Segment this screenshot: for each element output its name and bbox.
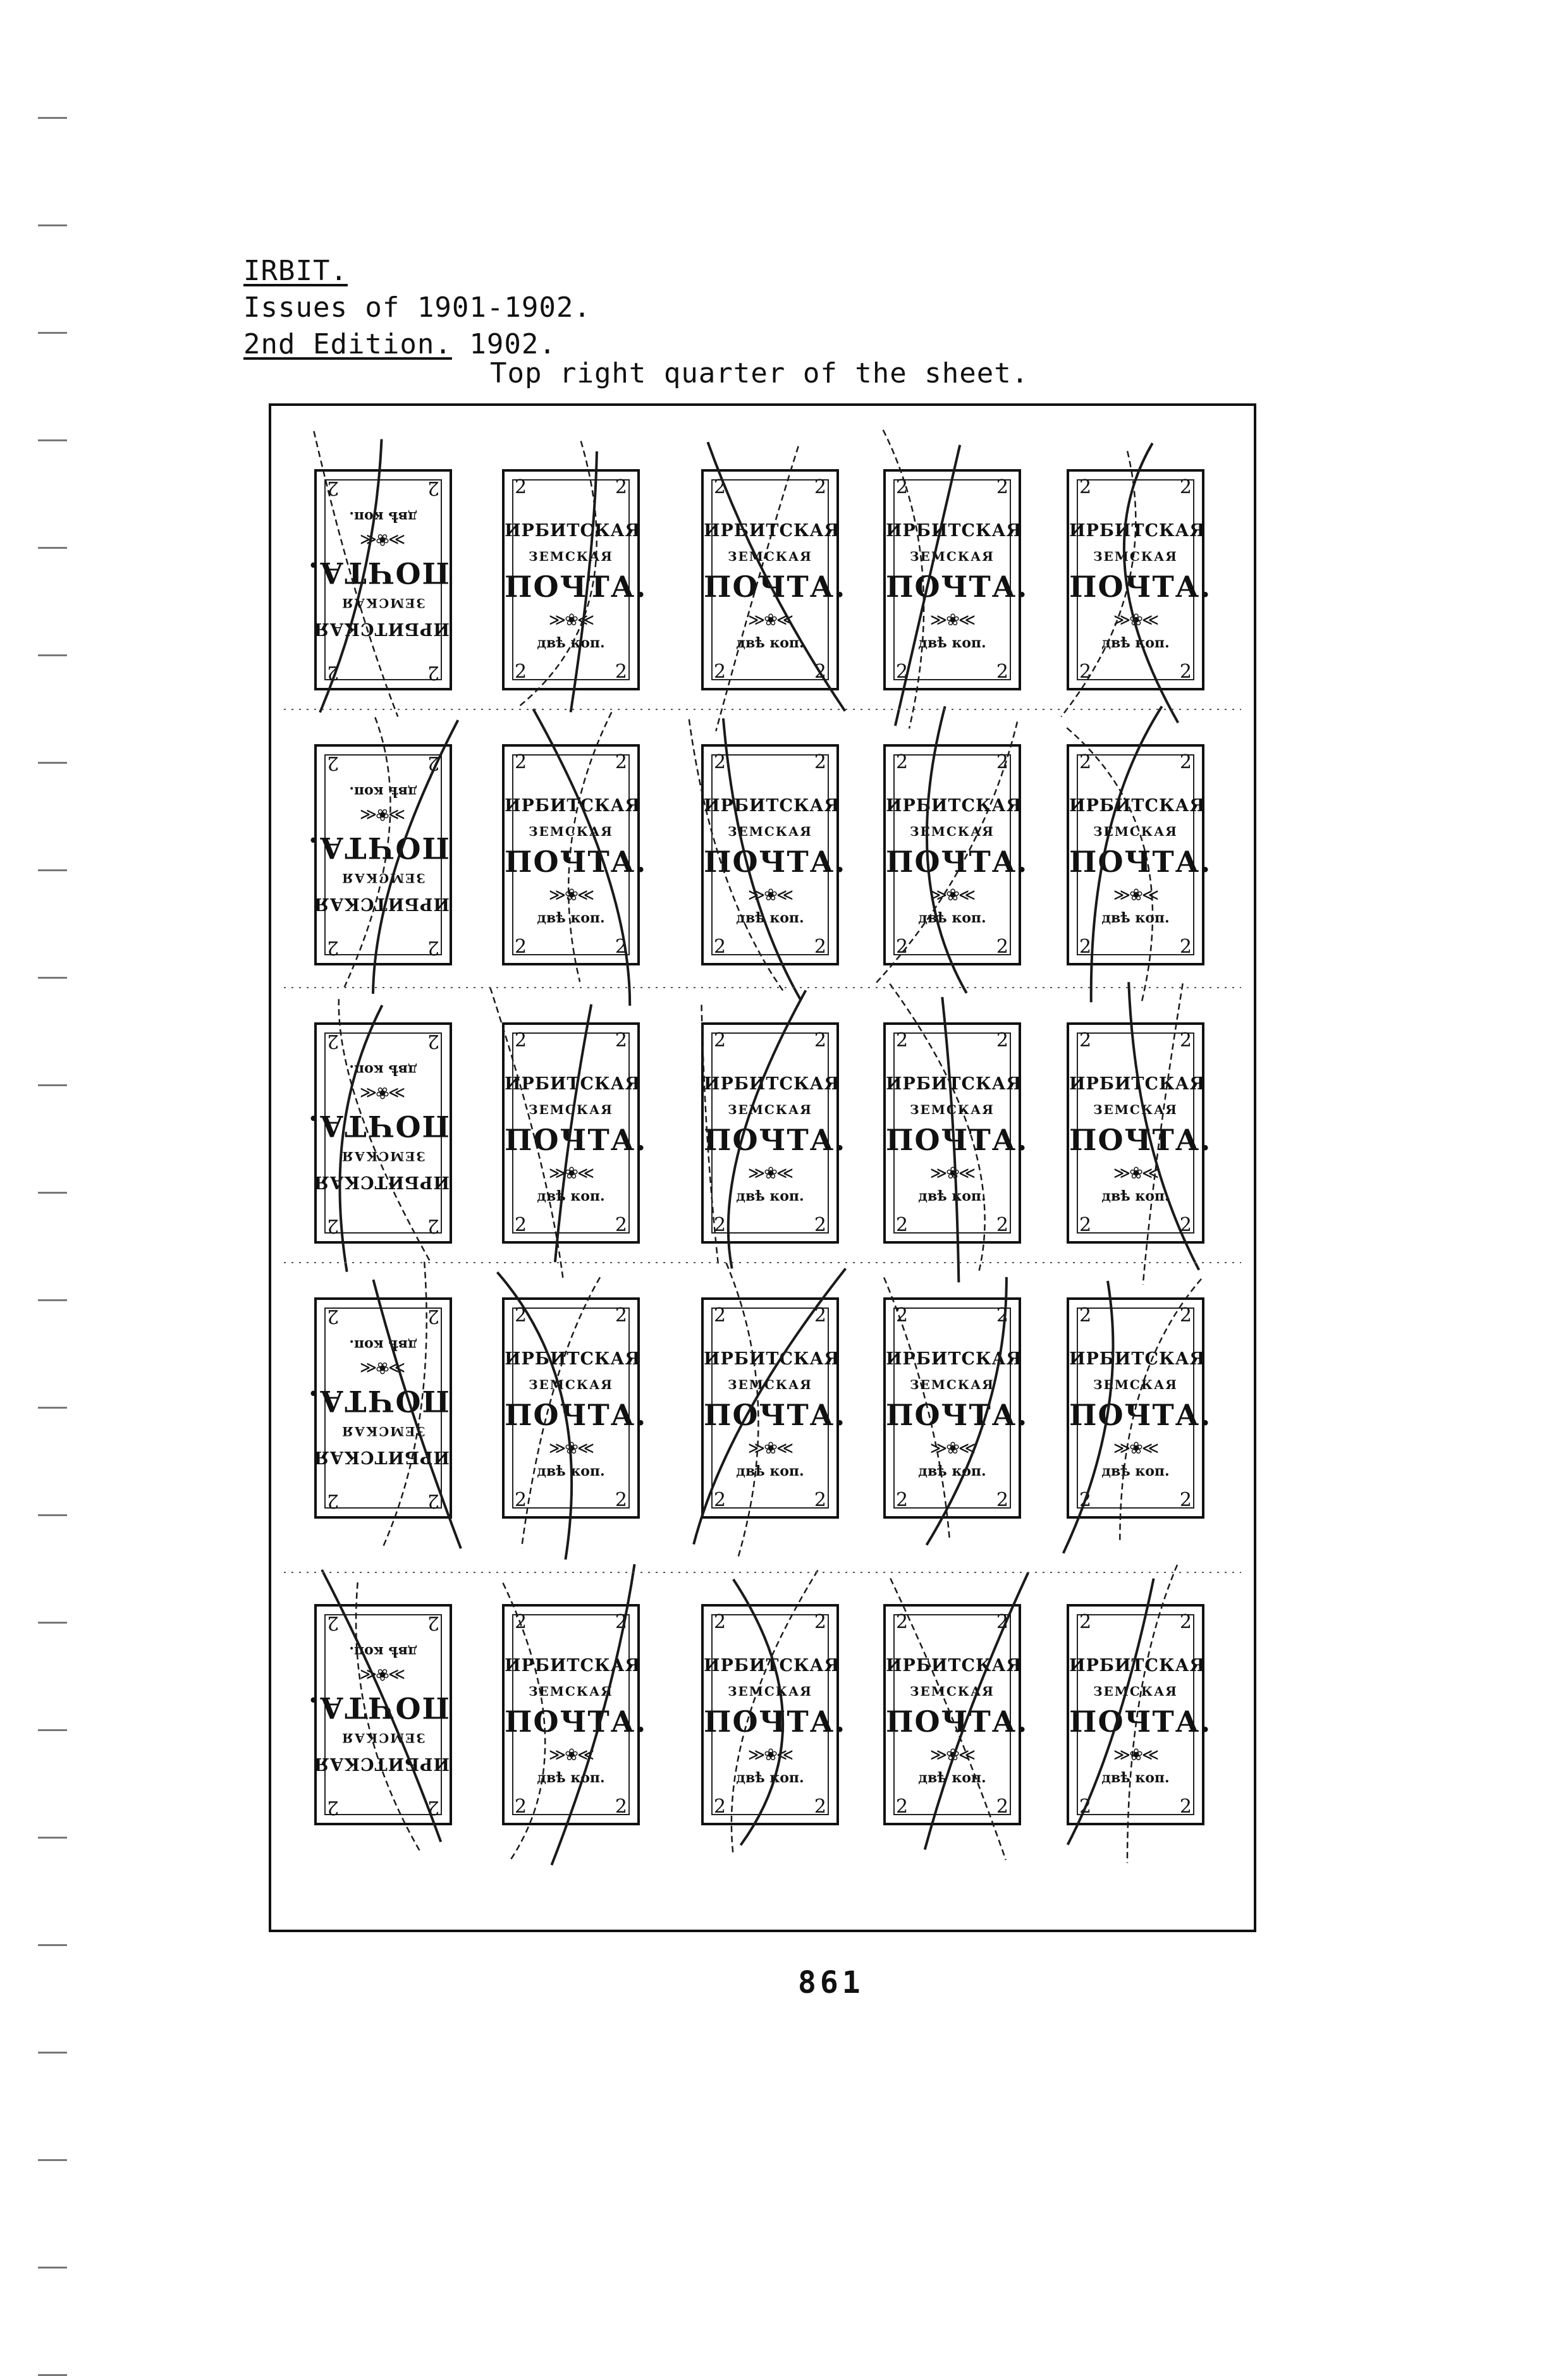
binder-tick bbox=[38, 1944, 67, 1946]
stamp-value-corner: 2 bbox=[427, 1490, 439, 1512]
stamp-value-corner: 2 bbox=[427, 1030, 439, 1052]
stamp-value-corner: 2 bbox=[996, 751, 1008, 773]
stamp-ornament: ≫❀≪ bbox=[1113, 1746, 1158, 1765]
binder-tick bbox=[38, 2052, 67, 2054]
stamp-ornament: ≫❀≪ bbox=[360, 530, 406, 549]
binder-tick bbox=[38, 1192, 67, 1194]
stamp-line-2: ЗЕМСКАЯ bbox=[529, 1684, 613, 1699]
stamp-value-corner: 2 bbox=[814, 476, 826, 498]
heading-edition-label: 2nd Edition. bbox=[243, 328, 452, 360]
stamp-line-2: ЗЕМСКАЯ bbox=[529, 1377, 613, 1392]
stamp bbox=[701, 1604, 847, 1825]
stamp-ornament: ≫❀≪ bbox=[548, 611, 594, 630]
stamp-value-corner: 2 bbox=[1179, 936, 1192, 958]
sheet-caption: Top right quarter of the sheet. bbox=[490, 357, 1029, 389]
stamp-line-4: двѣ коп. bbox=[349, 1062, 417, 1078]
stamp-line-4: двѣ коп. bbox=[1101, 910, 1170, 926]
stamp-value-corner: 2 bbox=[615, 1214, 627, 1236]
heading-issues: Issues of 1901-1902. bbox=[243, 291, 591, 324]
stamp-ornament: ≫❀≪ bbox=[1113, 886, 1158, 905]
stamp-value-corner: 2 bbox=[896, 1214, 909, 1236]
stamp-value-corner: 2 bbox=[996, 1489, 1008, 1511]
stamp-ornament: ≫❀≪ bbox=[360, 1083, 406, 1102]
stamp-value-corner: 2 bbox=[814, 1304, 826, 1326]
stamp-value-corner: 2 bbox=[615, 936, 627, 958]
stamp-line-4: двѣ коп. bbox=[1101, 1188, 1170, 1204]
stamp-value-corner: 2 bbox=[515, 1489, 527, 1511]
page-heading bbox=[243, 253, 591, 363]
stamp-line-3: ПОЧТА. bbox=[505, 570, 647, 604]
stamp-value-corner: 2 bbox=[996, 1029, 1008, 1051]
stamp-value-corner: 2 bbox=[1179, 661, 1192, 683]
stamp-value-corner: 2 bbox=[327, 1305, 340, 1327]
stamp-value-corner: 2 bbox=[515, 1611, 527, 1633]
stamp-ornament: ≫❀≪ bbox=[360, 1665, 406, 1684]
stamp-value-corner: 2 bbox=[427, 1305, 439, 1327]
stamp-line-3: ПОЧТА. bbox=[307, 556, 450, 590]
stamp-line-4: двѣ коп. bbox=[736, 1770, 804, 1786]
stamp-value-corner: 2 bbox=[1179, 1796, 1192, 1818]
stamp-ornament: ≫❀≪ bbox=[929, 1164, 975, 1183]
stamp-line-4: двѣ коп. bbox=[349, 508, 417, 525]
stamp-value-corner: 2 bbox=[515, 661, 527, 683]
binder-tick bbox=[38, 1837, 67, 1839]
stamp-ornament: ≫❀≪ bbox=[360, 805, 406, 824]
stamp-line-2: ЗЕМСКАЯ bbox=[1093, 1684, 1178, 1699]
stamp-value-corner: 2 bbox=[896, 476, 909, 498]
stamp-value-corner: 2 bbox=[996, 661, 1008, 683]
stamp-ornament: ≫❀≪ bbox=[747, 1439, 793, 1458]
stamp-ornament: ≫❀≪ bbox=[548, 1164, 594, 1183]
stamp-value-corner: 2 bbox=[1079, 1304, 1092, 1326]
stamp-value-corner: 2 bbox=[996, 936, 1008, 958]
stamp-line-4: двѣ коп. bbox=[537, 1463, 605, 1479]
stamp-line-1: ИРБИТСКАЯ bbox=[505, 796, 641, 816]
stamp-line-1: ИРБИТСКАЯ bbox=[886, 521, 1022, 541]
stamp-line-3: ПОЧТА. bbox=[886, 1705, 1029, 1739]
stamp-value-corner: 2 bbox=[327, 661, 340, 683]
stamp-value-corner: 2 bbox=[996, 1796, 1008, 1818]
stamp-line-3: ПОЧТА. bbox=[1069, 1398, 1212, 1432]
stamp-value-corner: 2 bbox=[714, 661, 726, 683]
stamp-value-corner: 2 bbox=[1079, 1796, 1092, 1818]
stamp-value-corner: 2 bbox=[996, 476, 1008, 498]
binder-tick bbox=[38, 1622, 67, 1624]
stamp-line-3: ПОЧТА. bbox=[704, 1123, 847, 1157]
heading-edition-year: 1902. bbox=[451, 328, 556, 360]
stamp-line-4: двѣ коп. bbox=[918, 1770, 986, 1786]
stamp-line-2: ЗЕМСКАЯ bbox=[341, 871, 426, 886]
binder-tick bbox=[38, 1514, 67, 1516]
stamp-line-1: ИРБИТСКАЯ bbox=[1069, 1349, 1206, 1369]
stamp-line-1: ИРБИТСКАЯ bbox=[313, 619, 450, 639]
stamp-ornament: ≫❀≪ bbox=[747, 886, 793, 905]
stamp-line-2: ЗЕМСКАЯ bbox=[728, 1684, 812, 1699]
stamp-line-2: ЗЕМСКАЯ bbox=[910, 1684, 995, 1699]
stamp-line-2: ЗЕМСКАЯ bbox=[910, 1102, 995, 1117]
stamp-ornament: ≫❀≪ bbox=[747, 1164, 793, 1183]
stamp-value-corner: 2 bbox=[615, 1304, 627, 1326]
stamp-line-1: ИРБИТСКАЯ bbox=[1069, 796, 1206, 816]
stamp-line-4: двѣ коп. bbox=[537, 1188, 605, 1204]
stamp-line-2: ЗЕМСКАЯ bbox=[728, 1377, 812, 1392]
stamp-line-1: ИРБИТСКАЯ bbox=[505, 1074, 641, 1094]
stamp-value-corner: 2 bbox=[1179, 751, 1192, 773]
stamp-value-corner: 2 bbox=[427, 661, 439, 683]
stamp-value-corner: 2 bbox=[427, 752, 439, 774]
stamp-value-corner: 2 bbox=[515, 1029, 527, 1051]
stamp-line-1: ИРБИТСКАЯ bbox=[505, 1349, 641, 1369]
stamp-line-2: ЗЕМСКАЯ bbox=[1093, 549, 1178, 564]
stamp-value-corner: 2 bbox=[327, 752, 340, 774]
stamp bbox=[1067, 469, 1212, 690]
stamp-line-1: ИРБИТСКАЯ bbox=[505, 1656, 641, 1675]
stamp-value-corner: 2 bbox=[814, 661, 826, 683]
stamp-line-1: ИРБИТСКАЯ bbox=[704, 1656, 840, 1675]
stamp-value-corner: 2 bbox=[1079, 936, 1092, 958]
stamp-value-corner: 2 bbox=[714, 1029, 726, 1051]
stamp-line-2: ЗЕМСКАЯ bbox=[341, 1149, 426, 1164]
stamp-line-3: ПОЧТА. bbox=[1069, 845, 1212, 879]
stamp-ornament: ≫❀≪ bbox=[548, 886, 594, 905]
stamp-value-corner: 2 bbox=[1179, 476, 1192, 498]
stamp-sheet-scan bbox=[269, 403, 1256, 1932]
binder-tick bbox=[38, 332, 67, 334]
stamp-value-corner: 2 bbox=[1079, 661, 1092, 683]
stamp-ornament: ≫❀≪ bbox=[929, 611, 975, 630]
stamp-value-corner: 2 bbox=[515, 936, 527, 958]
stamp-value-corner: 2 bbox=[714, 751, 726, 773]
stamp bbox=[1067, 1604, 1212, 1825]
stamp-line-4: двѣ коп. bbox=[918, 1463, 986, 1479]
stamp-line-2: ЗЕМСКАЯ bbox=[728, 1102, 812, 1117]
binder-tick bbox=[38, 547, 67, 549]
stamp-line-3: ПОЧТА. bbox=[505, 845, 647, 879]
stamp-line-4: двѣ коп. bbox=[1101, 1770, 1170, 1786]
stamp-line-2: ЗЕМСКАЯ bbox=[529, 824, 613, 839]
stamp-value-corner: 2 bbox=[1079, 1214, 1092, 1236]
stamp-line-1: ИРБИТСКАЯ bbox=[704, 796, 840, 816]
stamp-ornament: ≫❀≪ bbox=[548, 1746, 594, 1765]
stamp-value-corner: 2 bbox=[896, 661, 909, 683]
stamp-value-corner: 2 bbox=[714, 936, 726, 958]
stamp bbox=[502, 469, 647, 690]
binder-tick bbox=[38, 439, 67, 441]
stamp-value-corner: 2 bbox=[427, 1215, 439, 1237]
stamp-line-3: ПОЧТА. bbox=[886, 1123, 1029, 1157]
stamp-line-3: ПОЧТА. bbox=[704, 1705, 847, 1739]
stamp-value-corner: 2 bbox=[814, 1029, 826, 1051]
stamp-value-corner: 2 bbox=[1079, 476, 1092, 498]
stamp-value-corner: 2 bbox=[327, 1612, 340, 1634]
stamp-value-corner: 2 bbox=[714, 1489, 726, 1511]
stamp-line-4: двѣ коп. bbox=[736, 635, 804, 651]
stamp-value-corner: 2 bbox=[1079, 1029, 1092, 1051]
stamp-line-3: ПОЧТА. bbox=[307, 1691, 450, 1725]
stamp-line-4: двѣ коп. bbox=[349, 1337, 417, 1353]
stamp-value-corner: 2 bbox=[714, 476, 726, 498]
stamp-value-corner: 2 bbox=[515, 751, 527, 773]
binder-tick bbox=[38, 762, 67, 764]
stamp-value-corner: 2 bbox=[896, 936, 909, 958]
stamp-line-3: ПОЧТА. bbox=[307, 1109, 450, 1143]
stamp-value-corner: 2 bbox=[515, 476, 527, 498]
stamp-line-2: ЗЕМСКАЯ bbox=[728, 549, 812, 564]
stamp-line-4: двѣ коп. bbox=[918, 1188, 986, 1204]
stamp-value-corner: 2 bbox=[896, 751, 909, 773]
stamp-value-corner: 2 bbox=[1079, 1611, 1092, 1633]
stamp-line-4: двѣ коп. bbox=[537, 910, 605, 926]
stamp-line-3: ПОЧТА. bbox=[1069, 570, 1212, 604]
stamp-value-corner: 2 bbox=[427, 1612, 439, 1634]
stamp-value-corner: 2 bbox=[896, 1304, 909, 1326]
stamp bbox=[307, 1022, 452, 1244]
stamp bbox=[1067, 744, 1212, 965]
stamp-ornament: ≫❀≪ bbox=[747, 611, 793, 630]
stamp-line-1: ИРБИТСКАЯ bbox=[1069, 1656, 1206, 1675]
stamp-line-4: двѣ коп. bbox=[349, 1643, 417, 1660]
stamp-value-corner: 2 bbox=[814, 1796, 826, 1818]
stamp-line-3: ПОЧТА. bbox=[307, 831, 450, 865]
stamp-line-4: двѣ коп. bbox=[736, 1188, 804, 1204]
stamp bbox=[883, 1297, 1029, 1519]
stamp-line-3: ПОЧТА. bbox=[704, 1398, 847, 1432]
stamp-ornament: ≫❀≪ bbox=[548, 1439, 594, 1458]
stamp-line-3: ПОЧТА. bbox=[886, 1398, 1029, 1432]
stamp-line-1: ИРБИТСКАЯ bbox=[704, 1349, 840, 1369]
stamp-value-corner: 2 bbox=[327, 477, 340, 499]
stamp-line-3: ПОЧТА. bbox=[505, 1123, 647, 1157]
stamp-ornament: ≫❀≪ bbox=[929, 1439, 975, 1458]
stamp bbox=[883, 1604, 1029, 1825]
stamp-value-corner: 2 bbox=[714, 1214, 726, 1236]
stamp-line-3: ПОЧТА. bbox=[505, 1705, 647, 1739]
stamp-value-corner: 2 bbox=[814, 1489, 826, 1511]
binder-tick bbox=[38, 1299, 67, 1301]
stamp-ornament: ≫❀≪ bbox=[1113, 611, 1158, 630]
binder-tick bbox=[38, 1729, 67, 1731]
stamp-line-1: ИРБИТСКАЯ bbox=[886, 1074, 1022, 1094]
stamp-value-corner: 2 bbox=[1079, 1489, 1092, 1511]
stamp-line-1: ИРБИТСКАЯ bbox=[886, 1349, 1022, 1369]
stamp-line-1: ИРБИТСКАЯ bbox=[313, 1447, 450, 1467]
stamp-value-corner: 2 bbox=[615, 1489, 627, 1511]
stamp-line-3: ПОЧТА. bbox=[307, 1384, 450, 1418]
stamp-line-2: ЗЕМСКАЯ bbox=[1093, 824, 1178, 839]
binder-tick bbox=[38, 117, 67, 119]
stamp-line-3: ПОЧТА. bbox=[704, 845, 847, 879]
stamp-value-corner: 2 bbox=[714, 1611, 726, 1633]
stamp-line-2: ЗЕМСКАЯ bbox=[1093, 1377, 1178, 1392]
page-number: 861 bbox=[798, 1965, 864, 2000]
stamp-ornament: ≫❀≪ bbox=[747, 1746, 793, 1765]
stamp-line-3: ПОЧТА. bbox=[505, 1398, 647, 1432]
stamp-ornament: ≫❀≪ bbox=[1113, 1439, 1158, 1458]
stamp-value-corner: 2 bbox=[615, 1029, 627, 1051]
stamp bbox=[883, 469, 1029, 690]
stamp bbox=[307, 1604, 452, 1825]
stamp-value-corner: 2 bbox=[896, 1029, 909, 1051]
stamp-value-corner: 2 bbox=[814, 1611, 826, 1633]
stamp-line-2: ЗЕМСКАЯ bbox=[529, 1102, 613, 1117]
stamp-value-corner: 2 bbox=[327, 1215, 340, 1237]
binder-tick bbox=[38, 869, 67, 871]
stamp-line-1: ИРБИТСКАЯ bbox=[313, 1754, 450, 1773]
stamp-line-2: ЗЕМСКАЯ bbox=[910, 549, 995, 564]
stamp bbox=[1067, 1297, 1212, 1519]
stamp-value-corner: 2 bbox=[896, 1489, 909, 1511]
stamp bbox=[701, 744, 847, 965]
stamp bbox=[883, 744, 1029, 965]
stamp-line-4: двѣ коп. bbox=[918, 910, 986, 926]
stamp-value-corner: 2 bbox=[615, 476, 627, 498]
stamp-value-corner: 2 bbox=[615, 1611, 627, 1633]
stamp-line-3: ПОЧТА. bbox=[704, 570, 847, 604]
stamp-value-corner: 2 bbox=[814, 936, 826, 958]
stamp-line-4: двѣ коп. bbox=[1101, 1463, 1170, 1479]
stamp-line-3: ПОЧТА. bbox=[886, 845, 1029, 879]
stamp-line-1: ИРБИТСКАЯ bbox=[1069, 1074, 1206, 1094]
stamp-line-2: ЗЕМСКАЯ bbox=[910, 1377, 995, 1392]
stamp-line-1: ИРБИТСКАЯ bbox=[313, 894, 450, 914]
stamp bbox=[1067, 1022, 1212, 1244]
stamp-ornament: ≫❀≪ bbox=[360, 1358, 406, 1377]
stamp-value-corner: 2 bbox=[327, 1490, 340, 1512]
binder-tick bbox=[38, 977, 67, 979]
stamp-line-3: ПОЧТА. bbox=[1069, 1705, 1212, 1739]
stamp-value-corner: 2 bbox=[1179, 1611, 1192, 1633]
stamp-value-corner: 2 bbox=[427, 1796, 439, 1818]
stamp-value-corner: 2 bbox=[427, 477, 439, 499]
stamp bbox=[307, 469, 452, 690]
stamp-line-2: ЗЕМСКАЯ bbox=[529, 549, 613, 564]
stamp-value-corner: 2 bbox=[1179, 1304, 1192, 1326]
stamp-line-4: двѣ коп. bbox=[537, 1770, 605, 1786]
stamp-line-3: ПОЧТА. bbox=[886, 570, 1029, 604]
stamp bbox=[883, 1022, 1029, 1244]
stamp-value-corner: 2 bbox=[1179, 1029, 1192, 1051]
stamp-line-4: двѣ коп. bbox=[1101, 635, 1170, 651]
stamp-line-2: ЗЕМСКАЯ bbox=[728, 824, 812, 839]
stamp-value-corner: 2 bbox=[515, 1214, 527, 1236]
stamp-line-1: ИРБИТСКАЯ bbox=[505, 521, 641, 541]
heading-place: IRBIT. bbox=[243, 255, 348, 287]
stamp bbox=[701, 469, 847, 690]
stamp-line-1: ИРБИТСКАЯ bbox=[1069, 521, 1206, 541]
stamp-value-corner: 2 bbox=[515, 1796, 527, 1818]
stamp-line-1: ИРБИТСКАЯ bbox=[704, 1074, 840, 1094]
stamp-value-corner: 2 bbox=[327, 936, 340, 958]
stamp-line-2: ЗЕМСКАЯ bbox=[1093, 1102, 1178, 1117]
stamp-value-corner: 2 bbox=[996, 1611, 1008, 1633]
stamp-line-4: двѣ коп. bbox=[736, 1463, 804, 1479]
binder-tick bbox=[38, 2267, 67, 2269]
stamp-ornament: ≫❀≪ bbox=[1113, 1164, 1158, 1183]
stamp-value-corner: 2 bbox=[427, 936, 439, 958]
stamp-line-2: ЗЕМСКАЯ bbox=[910, 824, 995, 839]
stamp-value-corner: 2 bbox=[896, 1611, 909, 1633]
binder-tick bbox=[38, 1084, 67, 1086]
stamp-line-4: двѣ коп. bbox=[537, 635, 605, 651]
stamp bbox=[701, 1022, 847, 1244]
stamp-value-corner: 2 bbox=[615, 661, 627, 683]
stamp-line-2: ЗЕМСКАЯ bbox=[341, 1730, 426, 1746]
stamp-value-corner: 2 bbox=[1079, 751, 1092, 773]
binder-tick bbox=[38, 224, 67, 226]
stamp-value-corner: 2 bbox=[615, 1796, 627, 1818]
stamp-value-corner: 2 bbox=[1179, 1214, 1192, 1236]
stamp-value-corner: 2 bbox=[327, 1796, 340, 1818]
stamp-value-corner: 2 bbox=[996, 1304, 1008, 1326]
stamp bbox=[701, 1297, 847, 1519]
stamp-line-1: ИРБИТСКАЯ bbox=[313, 1172, 450, 1192]
stamp-line-4: двѣ коп. bbox=[736, 910, 804, 926]
stamp-value-corner: 2 bbox=[714, 1796, 726, 1818]
stamp-line-3: ПОЧТА. bbox=[1069, 1123, 1212, 1157]
stamp-ornament: ≫❀≪ bbox=[929, 886, 975, 905]
stamp-line-1: ИРБИТСКАЯ bbox=[886, 796, 1022, 816]
stamp-line-4: двѣ коп. bbox=[918, 635, 986, 651]
stamp-line-2: ЗЕМСКАЯ bbox=[341, 1424, 426, 1439]
stamp bbox=[502, 1022, 647, 1244]
stamp-value-corner: 2 bbox=[896, 1796, 909, 1818]
stamp-value-corner: 2 bbox=[714, 1304, 726, 1326]
stamp-value-corner: 2 bbox=[327, 1030, 340, 1052]
stamp bbox=[502, 1297, 647, 1519]
stamp-line-1: ИРБИТСКАЯ bbox=[886, 1656, 1022, 1675]
stamp-line-2: ЗЕМСКАЯ bbox=[341, 596, 426, 611]
binder-tick bbox=[38, 1407, 67, 1409]
binder-tick bbox=[38, 2159, 67, 2161]
stamp-value-corner: 2 bbox=[814, 751, 826, 773]
stamp-value-corner: 2 bbox=[515, 1304, 527, 1326]
stamp bbox=[502, 744, 647, 965]
stamp bbox=[502, 1604, 647, 1825]
stamp-value-corner: 2 bbox=[814, 1214, 826, 1236]
binder-margin-marks bbox=[38, 0, 70, 2217]
stamp-value-corner: 2 bbox=[1179, 1489, 1192, 1511]
stamp-value-corner: 2 bbox=[615, 751, 627, 773]
stamp-ornament: ≫❀≪ bbox=[929, 1746, 975, 1765]
stamp bbox=[307, 744, 452, 965]
stamp-line-4: двѣ коп. bbox=[349, 783, 417, 800]
stamp-value-corner: 2 bbox=[996, 1214, 1008, 1236]
stamp bbox=[307, 1297, 452, 1519]
binder-tick bbox=[38, 654, 67, 656]
stamp-line-1: ИРБИТСКАЯ bbox=[704, 521, 840, 541]
